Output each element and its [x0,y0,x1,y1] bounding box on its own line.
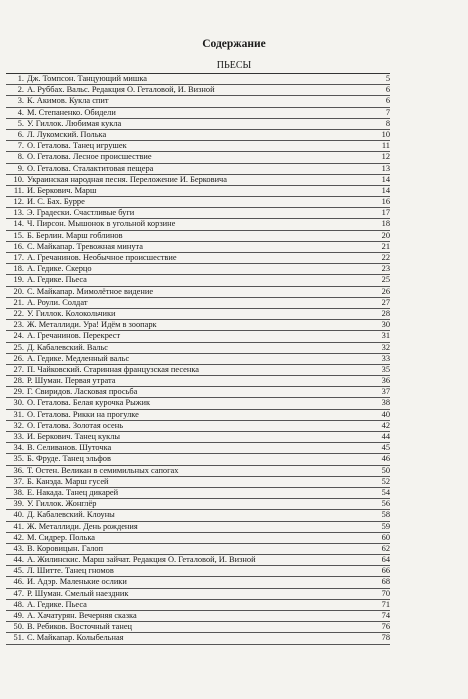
toc-entry-number: 48. [13,599,24,609]
toc-entry-title: Дж. Томпсон. Танцующий мишка [27,74,147,83]
toc-entry-title: В. Ребиков. Восточный танец [27,622,133,632]
toc-entry-title: Т. Остен. Великан в семимильных сапогах [27,465,179,475]
toc-entry-page: 18 [381,219,390,229]
toc-entry [6,454,390,465]
toc-entry-number: 33. [13,432,24,441]
toc-entry-number: 41. [13,521,24,531]
toc-entry-page: 13 [381,163,390,173]
toc-entry [6,320,390,331]
toc-entry-number: 11. [13,185,24,195]
toc-entry-title: И. Беркович. Танец куклы [27,432,121,441]
toc-entry-number: 14. [13,219,24,229]
toc-entry-number: 5. [17,118,24,128]
toc-entry [6,343,390,354]
toc-entry [6,197,390,208]
toc-entry [6,275,390,286]
toc-entry-title: О. Геталова. Танец игрушек [27,141,127,151]
toc-entry-page: 59 [381,521,390,531]
toc-entry-page: 31 [381,331,390,341]
toc-entry-title: А. Руббах. Вальс. Редакция О. Геталовой, И. Визной [27,85,215,95]
toc-entry-title: Б. Канэда. Марш гусей [27,476,109,486]
toc-entry-title: Ч. Пирсон. Мышонок в угольной корзине [27,219,176,229]
toc-entry-title: И. Адэр. Маленькие ослики [27,577,127,587]
toc-entry-title: С. Майкапар. Тревожная минута [27,241,143,251]
toc-entry-number: 44. [13,555,24,565]
toc-entry [6,141,390,152]
toc-entry-page: 50 [381,465,390,475]
toc-entry [6,633,390,644]
toc-entry-number: 46. [13,577,24,587]
toc-entry-page: 46 [381,454,390,464]
toc-entry [6,219,390,230]
toc-entry [6,354,390,365]
toc-entry-number: 6. [17,129,24,139]
toc-entry-page: 14 [381,174,390,184]
toc-entry-title: В. Селиванов. Шуточка [27,443,112,453]
toc-entry-page: 68 [381,577,390,587]
toc-entry-title: А. Хачатурян. Вечерняя сказка [27,611,137,620]
toc-entry-title: С. Майкапар. Колыбельная [27,633,124,643]
toc-entry [6,600,390,611]
toc-entry-page: 66 [381,566,390,576]
toc-entry [6,331,390,342]
toc-entry [6,566,390,577]
toc-entry-title: Б. Фруде. Танец эльфов [27,454,111,464]
toc-entry-page: 10 [381,129,390,139]
toc-entry-title: У. Гиллок. Жонглёр [27,499,97,509]
toc-entry [6,421,390,432]
toc-entry [6,287,390,298]
toc-entry-page: 23 [381,264,390,274]
table-of-contents [6,73,390,645]
toc-entry [6,164,390,175]
toc-entry-number: 18. [13,264,24,274]
toc-entry [6,510,390,521]
toc-entry [6,298,390,309]
toc-entry-title: А. Гречанинов. Необычное происшествие [27,253,177,262]
toc-entry-page: 45 [381,443,390,453]
toc-entry-page: 42 [381,420,390,430]
toc-entry-page: 6 [385,85,390,95]
toc-entry [6,589,390,600]
toc-entry-page: 62 [381,543,390,553]
toc-entry-page: 74 [381,611,390,620]
toc-entry-number: 19. [13,275,24,285]
toc-entry-number: 15. [13,230,24,240]
toc-entry-number: 20. [13,286,24,296]
toc-entry-number: 47. [13,588,24,598]
toc-entry-number: 51. [13,633,24,643]
toc-entry-title: У. Гиллок. Любимая кукла [27,118,122,128]
toc-entry [6,74,390,85]
toc-entry-number: 36. [13,465,24,475]
toc-entry-title: Д. Кабалевский. Вальс [27,342,108,352]
toc-entry-number: 22. [13,308,24,318]
toc-entry-page: 71 [381,599,390,609]
toc-entry-page: 27 [381,297,390,307]
toc-entry [6,622,390,633]
toc-entry-number: 39. [13,499,24,509]
toc-entry-page: 14 [381,185,390,195]
toc-entry-title: М. Степаненко. Обидели [27,107,116,117]
toc-entry-title: О. Геталова. Сталактитовая пещера [27,163,154,173]
toc-entry-page: 11 [381,141,390,151]
toc-entry-page: 38 [381,398,390,408]
toc-entry-number: 26. [13,353,24,363]
toc-entry-number: 8. [17,152,24,162]
toc-entry-page: 64 [381,555,390,565]
toc-entry-page: 8 [385,118,390,128]
toc-entry-page: 35 [381,364,390,374]
toc-entry [6,96,390,107]
toc-entry-page: 58 [381,510,390,520]
toc-entry-number: 2. [17,85,24,95]
toc-entry-number: 50. [13,622,24,632]
toc-entry-number: 13. [13,208,24,218]
toc-entry [6,477,390,488]
toc-entry-page: 78 [381,633,390,643]
toc-entry-page: 6 [385,96,390,106]
toc-entry [6,376,390,387]
toc-entry-number: 42. [13,532,24,542]
toc-entry-title: Л. Лукомский. Полька [27,129,107,139]
toc-entry-title: О. Геталова. Лесное происшествие [27,152,152,162]
toc-entry-title: И. Беркович. Марш [27,185,97,195]
toc-entry-title: К. Акимов. Кукла спит [27,96,109,106]
toc-entry-number: 9. [17,163,24,173]
toc-entry-number: 7. [17,141,24,151]
toc-entry-page: 76 [381,622,390,632]
toc-entry-number: 35. [13,454,24,464]
toc-entry-number: 43. [13,543,24,553]
toc-entry-title: Б. Берлин. Марш гоблинов [27,230,123,240]
toc-entry-page: 33 [381,353,390,363]
toc-entry-number: 16. [13,241,24,251]
toc-entry-number: 32. [13,420,24,430]
toc-entry-number: 10. [13,174,24,184]
toc-entry-number: 28. [13,376,24,386]
toc-entry-page: 32 [381,342,390,352]
toc-entry-title: У. Гиллок. Колокольчики [27,308,116,318]
toc-entry-number: 31. [13,409,24,419]
toc-entry-number: 40. [13,510,24,520]
page-title: Содержание [202,38,266,50]
toc-entry-number: 1. [17,74,24,83]
toc-entry-number: 17. [13,253,24,262]
toc-entry [6,264,390,275]
toc-entry-title: Украинская народная песня. Переложение И. Берковича [27,174,227,184]
toc-entry-title: И. С. Бах. Бурре [27,197,85,207]
toc-entry [6,387,390,398]
toc-entry [6,611,390,622]
toc-entry [6,533,390,544]
toc-entry [6,152,390,163]
toc-entry-page: 26 [381,286,390,296]
toc-entry-number: 12. [13,197,24,207]
toc-entry-title: Р. Шуман. Смелый наездник [27,588,129,598]
toc-entry [6,242,390,253]
toc-entry [6,253,390,264]
toc-entry-page: 12 [381,152,390,162]
toc-entry-number: 37. [13,476,24,486]
toc-entry-title: Ж. Металлиди. Ура! Идём в зоопарк [27,320,157,330]
toc-entry-title: Д. Кабалевский. Клоуны [27,510,115,520]
toc-entry-title: А. Гедике. Скерцо [27,264,92,274]
toc-entry-page: 70 [381,588,390,598]
toc-entry-page: 36 [381,376,390,386]
toc-entry-title: А. Жилинскис. Марш зайчат. Редакция О. Геталовой, И. Визной [27,555,256,565]
toc-entry [6,130,390,141]
toc-entry [6,365,390,376]
toc-entry [6,410,390,421]
toc-entry [6,488,390,499]
toc-entry-number: 45. [13,566,24,576]
toc-entry-title: Э. Градески. Счастливые буги [27,208,135,218]
toc-entry-page: 28 [381,308,390,318]
toc-entry-title: В. Коровицын. Галоп [27,543,103,553]
toc-entry-page: 25 [381,275,390,285]
toc-entry-page: 54 [381,487,390,497]
toc-entry [6,108,390,119]
toc-entry-page: 30 [381,320,390,330]
toc-entry-number: 49. [13,611,24,620]
toc-entry-number: 34. [13,443,24,453]
toc-entry-title: Р. Шуман. Первая утрата [27,376,116,386]
toc-entry [6,85,390,96]
toc-entry-title: С. Майкапар. Мимолётное видение [27,286,154,296]
toc-entry-title: О. Геталова. Золотая осень [27,420,124,430]
toc-entry-page: 7 [385,107,390,117]
toc-entry-number: 24. [13,331,24,341]
toc-entry-title: А. Гедике. Пьеса [27,275,87,285]
toc-entry-title: А. Гедике. Медленный вальс [27,353,130,363]
toc-entry-title: П. Чайковский. Старинная французская песенка [27,364,200,374]
toc-entry [6,432,390,443]
toc-entry-page: 22 [381,253,390,262]
toc-entry-page: 37 [381,387,390,397]
toc-entry-title: О. Геталова. Белая курочка Рыжик [27,398,151,408]
toc-entry [6,175,390,186]
toc-entry-page: 16 [381,197,390,207]
toc-entry-title: А. Гречанинов. Перекрест [27,331,121,341]
toc-entry-page: 40 [381,409,390,419]
toc-entry-number: 3. [17,96,24,106]
toc-entry-title: А. Роули. Солдат [27,297,88,307]
toc-entry-number: 30. [13,398,24,408]
toc-entry-page: 21 [381,241,390,251]
toc-entry-number: 25. [13,342,24,352]
toc-entry [6,119,390,130]
toc-entry-page: 60 [381,532,390,542]
toc-entry-number: 38. [13,487,24,497]
toc-entry [6,309,390,320]
toc-entry [6,522,390,533]
toc-entry-page: 52 [381,476,390,486]
toc-entry-title: О. Геталова. Рикки на прогулке [27,409,139,419]
toc-entry-number: 23. [13,320,24,330]
toc-entry-number: 21. [13,297,24,307]
toc-entry [6,544,390,555]
toc-entry-number: 4. [17,107,24,117]
toc-entry [6,466,390,477]
toc-entry [6,231,390,242]
toc-entry-page: 56 [381,499,390,509]
toc-entry-title: Л. Шитте. Танец гномов [27,566,114,576]
toc-entry-page: 5 [385,74,390,83]
toc-entry [6,398,390,409]
toc-entry-page: 20 [381,230,390,240]
toc-entry-number: 29. [13,387,24,397]
toc-entry-title: А. Гедике. Пьеса [27,599,87,609]
toc-entry [6,555,390,566]
toc-entry-title: М. Сидрер. Полька [27,532,96,542]
toc-entry [6,499,390,510]
toc-entry [6,186,390,197]
toc-entry-title: Ж. Металлиди. День рождения [27,521,138,531]
toc-entry-number: 27. [13,364,24,374]
toc-entry-page: 17 [381,208,390,218]
toc-entry [6,577,390,588]
toc-entry [6,443,390,454]
toc-entry-title: Г. Свиридов. Ласковая просьба [27,387,138,397]
section-heading: ПЬЕСЫ [216,60,252,71]
toc-entry [6,208,390,219]
toc-entry-title: Е. Накада. Танец дикарей [27,487,119,497]
toc-entry-page: 44 [381,432,390,441]
